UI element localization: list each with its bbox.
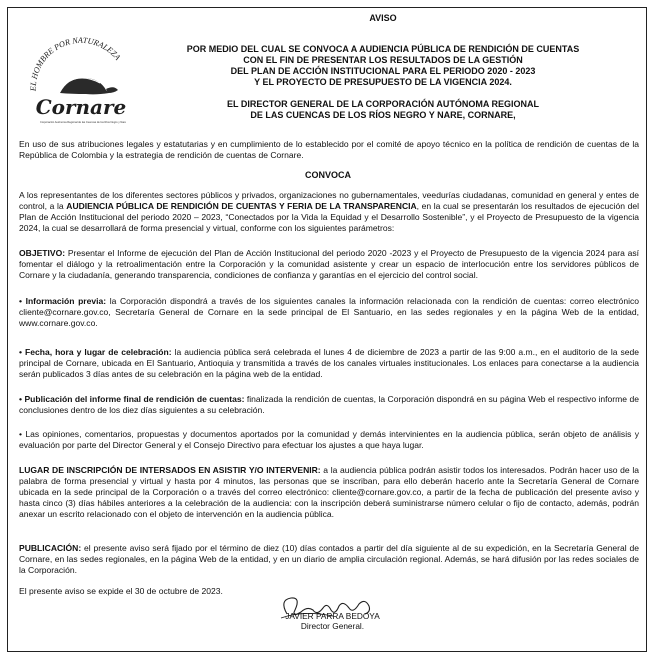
header-line-5: EL DIRECTOR GENERAL DE LA CORPORACIÓN AUTÓNOMA REGIONAL <box>226 99 539 109</box>
notice-title: AVISO <box>369 13 397 23</box>
inscripcion-label: LUGAR DE INSCRIPCIÓN DE INTERSADOS EN ASISTIR Y/O INTERVENIR: <box>19 465 321 475</box>
expedition-date: El presente aviso se expide el 30 de octubre de 2023. <box>19 586 223 596</box>
objetivo-paragraph: OBJETIVO: Presentar el Informe de ejecución del Plan de Acción Institucional del periodo 2020 -2023 y el Proyecto de Presupuesto de la vigencia 2024 para así fomentar el diálogo y la retroalimentación entre la Corporación y la comunidad asistente y crear un espacio de interlocución entre los servidores públicos de Cornare y la ciudadanía, generando transparencia, condiciones de confianza y garantías en el ejercicio del control social. <box>19 248 639 280</box>
intro-paragraph: En uso de sus atribuciones legales y estatutarias y en cumplimiento de lo establecido por el comité de apoyo técnico en la política de rendición de cuentas de la República de Colombia y la estrategia de rendición de cuentas de Cornare. <box>19 139 639 160</box>
cornare-logo <box>26 33 136 129</box>
header-line-3: DEL PLAN DE ACCIÓN INSTITUCIONAL PARA EL PERIODO 2020 - 2023 <box>230 66 536 76</box>
turtle-icon <box>60 78 109 94</box>
objetivo-label: OBJETIVO: <box>19 248 66 258</box>
info-previa-paragraph: • Información previa: la Corporación dispondrá a través de los siguientes canales la información relacionada con la rendición de cuentas: correo electrónico cliente@cornare.gov.co, Secretaría General de Cornare en la sede principal de El Santuario, en las sedes regionales y en la página Web de la entidad, www.cornare.gov.co. <box>19 296 639 328</box>
publicacion-label: PUBLICACIÓN: <box>19 543 82 553</box>
signatory-role: Director General. <box>300 621 365 631</box>
signatory <box>280 611 385 631</box>
header-line-2: CON EL FIN DE PRESENTAR LOS RESULTADOS DE LA GESTIÓN <box>243 55 523 65</box>
inscripcion-paragraph: LUGAR DE INSCRIPCIÓN DE INTERSADOS EN ASISTIR Y/O INTERVENIR: a la audiencia pública podrán asistir todos los interesados. Podrán hacer uso de la palabra de forma presencial y virtual y hasta por 4 minutos, las personas que se inscriban, para ello deberán hacerlo ante la Secretaría General de Cornare ubicada en la sede principal de la Corporación o a través del correo electrónico: cliente@cornare.gov.co, a partir de la fecha de publicación del presente aviso y hasta cinco (3) días hábiles anteriores a la celebración de la audiencia: con la inscripción deberá suministrarse número celular o fijo de contacto, además, podrán anexar un escrito relacionado con el objeto de intervención en la audiencia pública. <box>19 465 639 519</box>
publicacion-informe-label: • Publicación del informe final de rendición de cuentas: <box>19 394 245 404</box>
logo-tagline: Corporación Autónoma Regional de las Cuencas de los Ríos Negro y Nare <box>40 121 126 124</box>
logo-slogan: EL HOMBRE POR NATURALEZA <box>28 35 123 92</box>
logo-brand: Cornare <box>35 95 127 119</box>
header-line-4: Y EL PROYECTO DE PRESUPUESTO DE LA VIGENCIA 2024. <box>254 77 512 87</box>
header-line-1: POR MEDIO DEL CUAL SE CONVOCA A AUDIENCIA PÚBLICA DE RENDICIÓN DE CUENTAS <box>186 44 580 54</box>
opiniones-paragraph: • Las opiniones, comentarios, propuestas y documentos aportados por la comunidad y demás intervinientes en la audiencia pública, serán objeto de análisis y evaluación por parte del Director General y el Consejo Directivo para efectuar los ajustes a que haya lugar. <box>19 429 639 450</box>
fecha-paragraph: • Fecha, hora y lugar de celebración: la audiencia pública será celebrada el lunes 4 de diciembre de 2023 a partir de las 9:00 a.m., en el auditorio de la sede principal de Cornare, ubicada en El Santuario, Antioquia y transmitida a través de los canales virtuales institucionales. Los enlaces para conectarse a la audiencia serán publicados 3 días antes de su celebración en la página web de la entidad. <box>19 347 640 379</box>
signatory-name: JAVIER PARRA BEDOYA <box>285 611 380 621</box>
info-label: • Información previa: <box>19 296 107 306</box>
header-line-6: DE LAS CUENCAS DE LOS RÍOS NEGRO Y NARE, CORNARE, <box>250 110 516 120</box>
event-name: AUDIENCIA PÚBLICA DE RENDICIÓN DE CUENTAS Y FERIA DE LA TRANSPARENCIA <box>66 200 417 211</box>
publicacion-informe-paragraph: • Publicación del informe final de rendición de cuentas: finalizada la rendición de cuentas, la Corporación dispondrá en su página Web el respectivo informe de conclusiones dentro de los diez días siguientes a su celebración. <box>19 394 639 415</box>
convocation-paragraph: A los representantes de los diferentes sectores públicos y privados, organizaciones no gubernamentales, veedurías ciudadanas, comunidad en general y entes de control, a la AUDIENCIA PÚBLICA DE RENDICIÓN DE CUENTAS Y FERIA DE LA TRANSPARENCIA, en la cual se presentarán los resultados de ejecución del Plan de Acción Institucional del periodo 2020 – 2023, “Conectados por la Vida la Equidad y el Desarrollo Sostenible”, y el Proyecto de Presupuesto de la vigencia 2024, la cual se desarrollará de forma presencial y virtual, conforme con los siguientes parámetros: <box>19 190 639 233</box>
convoca-heading: CONVOCA <box>304 170 351 180</box>
fecha-label: • Fecha, hora y lugar de celebración: <box>19 347 172 357</box>
publicacion-paragraph: PUBLICACIÓN: el presente aviso será fijado por el término de diez (10) días contados a partir del día siguiente al de su expedición, en la Secretaría General de Cornare, en las sedes regionales, en la página Web de la entidad, y en un diario de amplia circulación regional. Además, se hará difusión por las redes sociales de la Corporación. <box>19 543 639 575</box>
